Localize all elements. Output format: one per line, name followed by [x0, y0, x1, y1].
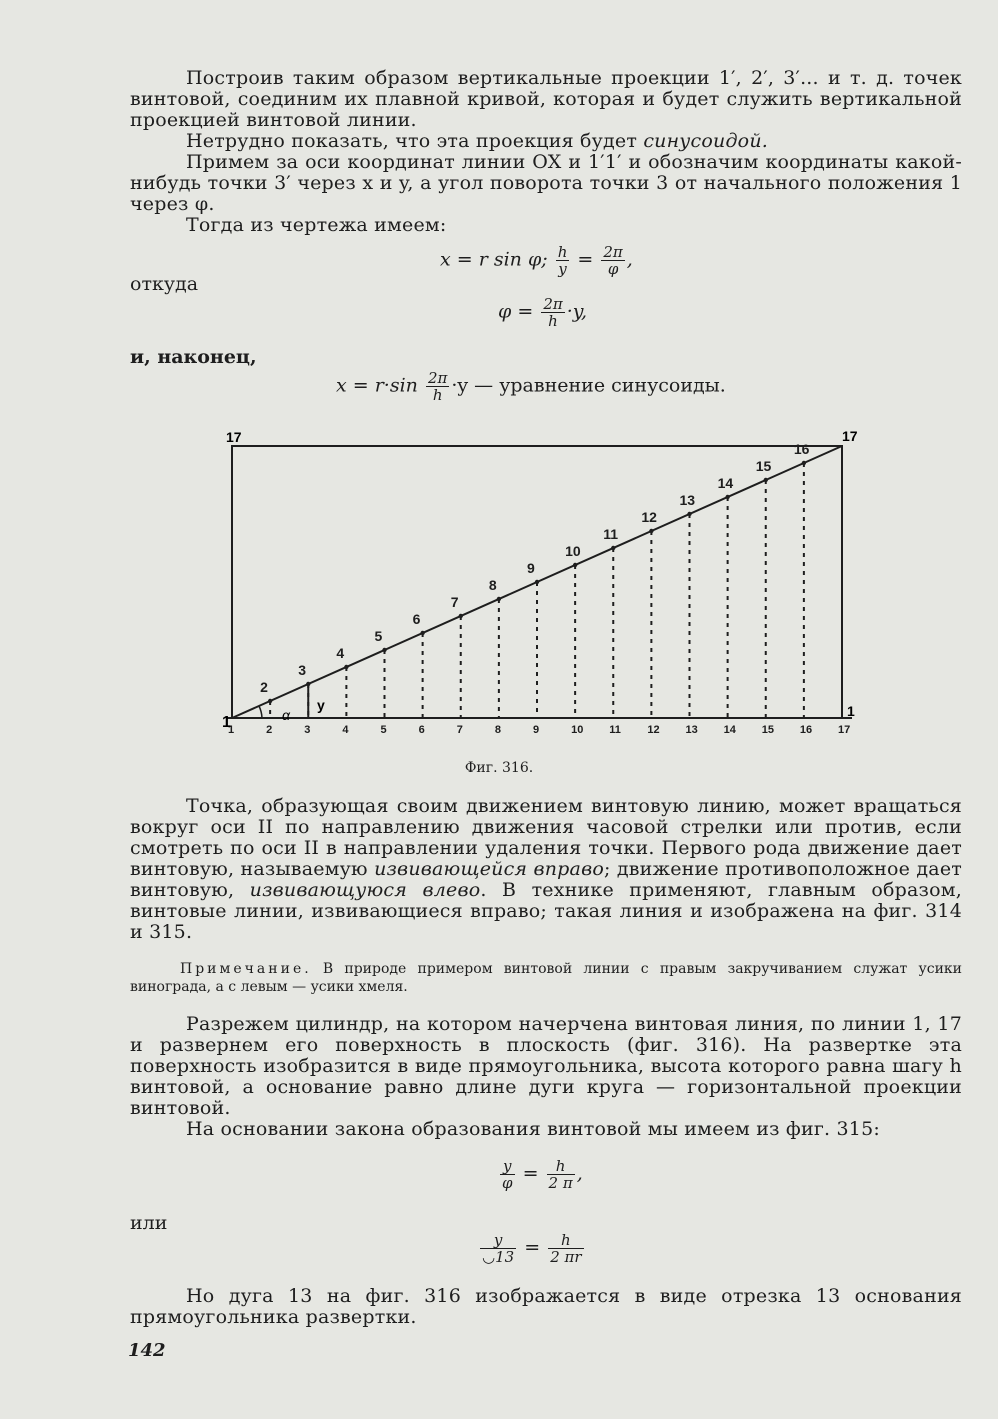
- helix-point-label: 4: [336, 645, 345, 661]
- corner-left-label: 1: [222, 714, 231, 731]
- base-division-label: 17: [838, 724, 851, 736]
- frac-den: y: [558, 260, 567, 278]
- word-ili: или: [130, 1212, 168, 1234]
- base-division-label: 14: [723, 724, 736, 736]
- helix-point-label: 8: [488, 577, 497, 593]
- equals-sign: =: [522, 1162, 539, 1185]
- frac-num: h: [548, 1232, 583, 1249]
- term-left-helix: извивающуюся влево: [249, 879, 481, 901]
- frac-num: h: [557, 243, 568, 261]
- frac-den: 2 π: [548, 1174, 573, 1192]
- paragraph-2-text: Нетрудно показать, что эта проекция будет: [186, 130, 644, 152]
- text-block-bottom: [130, 1286, 962, 1328]
- frac-den: h: [548, 312, 558, 330]
- helix-point: [459, 614, 463, 618]
- helix-point: [764, 478, 768, 482]
- equals-sign: =: [524, 1236, 541, 1259]
- page-number: 142: [128, 1340, 166, 1361]
- comma: ,: [576, 1162, 583, 1185]
- paragraph-5-part-3: . В технике применяют, главным образом, винтовые линии, извивающиеся вправо; такая линия и изображена на фиг. 314 и 315.: [130, 879, 962, 943]
- paragraph-5-part-2: ; движение противоположное дает винтовую,: [130, 858, 962, 901]
- term-right-helix: извивающейся вправо: [374, 858, 604, 880]
- formula-4-frac-a: [500, 1158, 515, 1191]
- frac-num: 2π: [427, 369, 448, 387]
- base-division-label: 16: [799, 724, 813, 736]
- helix-point-label: 13: [679, 492, 696, 508]
- paragraph-5-part-1: Точка, образующая своим движением винтовую линию, может вращаться вокруг оси II по направлению движения часовой стрелки или против, если смотреть по оси II в направлении удаления точки. Первого рода движение дает винтовую, называемую: [130, 795, 962, 880]
- base-division-label: 1: [228, 724, 235, 736]
- frac-num: y: [500, 1158, 515, 1175]
- top-right-label: 17: [842, 428, 858, 444]
- formula-1-left: x = r sin φ;: [440, 248, 548, 271]
- equals-sign: =: [577, 248, 594, 271]
- base-division-label: 9: [533, 724, 540, 736]
- helix-point: [611, 546, 615, 550]
- helix-point: [535, 580, 539, 584]
- note-label: Примечание.: [180, 961, 312, 977]
- helix-point: [344, 665, 348, 669]
- base-division-label: 15: [761, 724, 774, 736]
- helix-point: [268, 699, 272, 703]
- word-i-nakonec: и, наконец,: [130, 346, 257, 368]
- helix-point-label: 7: [450, 594, 459, 610]
- alpha-label: α: [282, 707, 290, 723]
- paragraph-6: Разрежем цилиндр, на котором начерчена винтовая линия, по линии 1, 17 и развернем его поверхность в плоскость (фиг. 316). На развертке эта поверхность изобразится в виде прямоугольника, высота которого равна шагу h винтовой, а основание равно длине дуги круга — горизонтальной проекции винтовой.: [130, 1013, 962, 1119]
- note-text: В природе примером винтовой линии с правым закручиванием служат усики винограда, а с левым — усики хмеля.: [130, 961, 962, 995]
- formula-2-right: ·y,: [566, 300, 588, 323]
- word-otkuda: откуда: [130, 273, 199, 295]
- helix-point-label: 15: [755, 458, 772, 474]
- helix-point: [687, 512, 691, 516]
- formula-4-frac-b: [547, 1158, 575, 1191]
- helix-point: [725, 495, 729, 499]
- frac-den: h: [432, 386, 443, 404]
- base-division-label: 12: [647, 724, 660, 736]
- text-block-lower: [130, 1014, 962, 1140]
- figure-caption: Фиг. 316.: [464, 760, 534, 776]
- frac-den: ◡13: [482, 1248, 515, 1266]
- base-division-label: 11: [609, 724, 621, 736]
- paragraph-5: [130, 796, 962, 943]
- base-division-label: 2: [266, 724, 273, 736]
- frac-num: h: [547, 1158, 575, 1175]
- helix-point: [497, 597, 501, 601]
- formula-5-frac-b: [548, 1232, 583, 1265]
- base-division-label: 7: [456, 724, 463, 736]
- helix-point: [420, 631, 424, 635]
- helix-point-label: 2: [260, 679, 268, 695]
- base-division-label: 6: [418, 724, 425, 736]
- helix-point-label: 16: [793, 441, 810, 457]
- formula-4: [498, 1158, 583, 1191]
- helix-point-label: 14: [717, 475, 734, 491]
- base-division-label: 4: [342, 724, 349, 736]
- helix-point-label: 6: [412, 611, 421, 627]
- base-division-label: 13: [685, 724, 698, 736]
- base-division-label: 10: [571, 724, 584, 736]
- frac-num: 2π: [543, 295, 563, 313]
- frac-num: 2π: [603, 243, 623, 261]
- sinusoid-term: синусоидой.: [643, 130, 769, 152]
- base-division-label: 3: [304, 724, 311, 736]
- corner-right-label: 1: [847, 703, 855, 719]
- paragraph-1: Построив таким образом вертикальные проекции 1′, 2′, 3′... и т. д. точек винтовой, соединим их плавной кривой, которая и будет служить вертикальной проекцией винтовой линии.: [130, 67, 962, 131]
- formula-2-left: φ =: [498, 300, 534, 323]
- paragraph-8: Но дуга 13 на фиг. 316 изображается в виде отрезка 13 основания прямоугольника развертки.: [130, 1285, 962, 1328]
- frac-den: φ: [502, 1174, 513, 1192]
- note-block: [130, 960, 962, 996]
- helix-point: [802, 461, 806, 465]
- frac-den: 2 πr: [550, 1248, 582, 1266]
- helix-point-label: 10: [565, 543, 581, 559]
- helix-point-label: 11: [603, 526, 619, 542]
- comma: ,: [626, 248, 633, 271]
- helix-point-label: 3: [298, 662, 307, 678]
- base-division-label: 8: [494, 724, 501, 736]
- angle-arc: [259, 706, 262, 718]
- helix-point: [649, 529, 653, 533]
- helix-point-label: 12: [641, 509, 657, 525]
- helix-point: [382, 648, 386, 652]
- text-block-middle: [130, 796, 962, 943]
- frac-den: φ: [607, 260, 619, 278]
- y-label: y: [317, 697, 325, 713]
- paragraph-4: Тогда из чертежа имеем:: [186, 214, 447, 236]
- frac-num: y: [480, 1232, 516, 1249]
- helix-point: [573, 563, 577, 567]
- formula-5-frac-a: [480, 1232, 516, 1265]
- helix-point-label: 9: [527, 560, 535, 576]
- formula-3-right: ·y — уравнение синусоиды.: [451, 374, 726, 397]
- base-division-label: 5: [380, 724, 387, 736]
- paragraph-7: На основании закона образования винтовой мы имеем из фиг. 315:: [186, 1118, 880, 1140]
- top-left-label: 17: [226, 429, 242, 445]
- formula-5: [478, 1232, 586, 1265]
- helix-point-label: 5: [374, 628, 383, 644]
- paragraph-3: Примем за оси координат линии OX и 1′1′ и обозначим координаты какой-нибудь точки 3′ через x и y, а угол поворота точки 3 от начального положения 1 через φ.: [130, 151, 962, 215]
- formula-3-left: x = r·sin: [336, 374, 418, 397]
